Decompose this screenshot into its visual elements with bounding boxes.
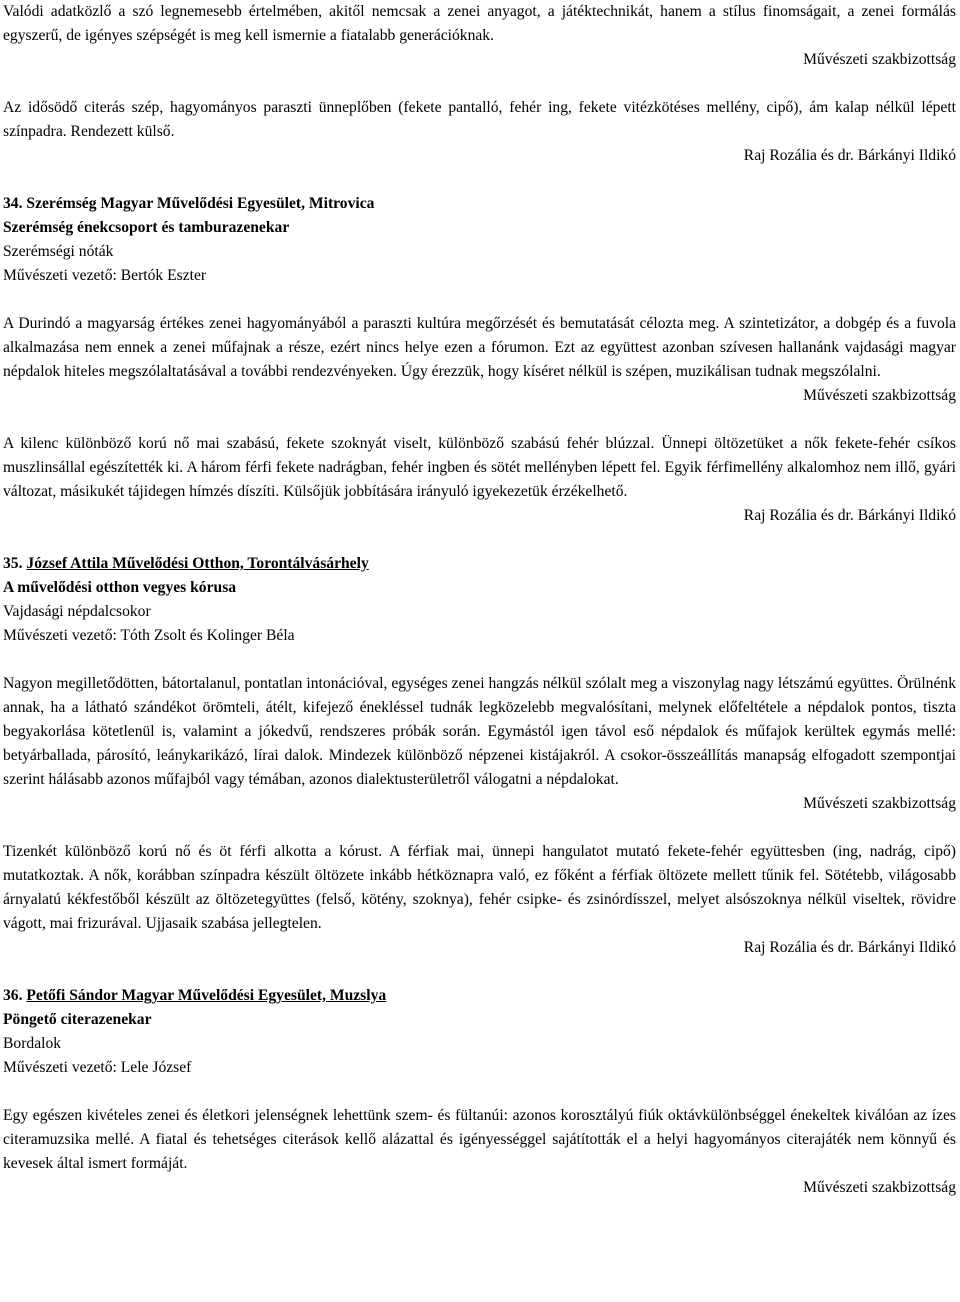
signature-committee: Művészeti szakbizottság <box>803 51 956 68</box>
spacer <box>3 72 956 96</box>
signature-committee: Művészeti szakbizottság <box>803 795 956 812</box>
entry-36-number: 36. <box>3 987 27 1004</box>
spacer <box>3 408 956 432</box>
intro-paragraph-1: Valódi adatközlő a szó legnemesebb értelmében, akitől nemcsak a zenei anyagot, a játéktechnikát, hanem a stílus finomságait, a zenei formálás egyszerű, de igényes szépségét is meg kell ismernie a fiatalabb generációknak. <box>3 3 956 44</box>
signature-reviewers: Raj Rozália és dr. Bárkányi Ildikó <box>743 147 956 164</box>
signature-committee: Művészeti szakbizottság <box>803 1179 956 1196</box>
entry-35-title <box>3 552 956 576</box>
entry-34-ensemble: Szerémség énekcsoport és tamburazenekar <box>3 219 290 236</box>
spacer <box>3 960 956 984</box>
entry-35-ensemble: A művelődési otthon vegyes kórusa <box>3 579 237 596</box>
entry-35-leader: Művészeti vezető: Tóth Zsolt és Kolinger Béla <box>3 627 295 644</box>
entry-34-paragraph-2: A kilenc különböző korú nő mai szabású, fekete szoknyát viselt, különböző szabású fehér blúzzal. Ünnepi öltözetüket a nők fekete-fehér csíkos muszlinsállal egészítették ki. A három férfi fekete nadrágban, fehér ingben és sötét mellényben lépett fel. Egyik férfimellény alkalomhoz nem illő, gyári változat, másikukét tájidegen hímzés díszíti. Külsőjük jobbítására irányuló igyekezetük érzékelhető. <box>3 435 956 500</box>
entry-36-leader: Művészeti vezető: Lele József <box>3 1059 192 1076</box>
spacer <box>3 288 956 312</box>
signature-reviewers: Raj Rozália és dr. Bárkányi Ildikó <box>743 939 956 956</box>
spacer <box>3 816 956 840</box>
entry-36-name: Petőfi Sándor Magyar Művelődési Egyesület, Muzslya <box>26 987 387 1004</box>
entry-36-paragraph-1: Egy egészen kivételes zenei és életkori jelenségnek lehettünk szem- és fültanúi: azonos korosztályú fiúk oktávkülönbséggel énekeltek kiválóan az ízes citeramuzsika mellé. A fiatal és tehetséges citerások kellő alázattal és igényességgel sajátították el a helyi hagyományos citerajáték nem könnyű és kevesek által ismert formáját. <box>3 1107 956 1172</box>
entry-34-program: Szerémségi nóták <box>3 243 114 260</box>
entry-36-program: Bordalok <box>3 1035 62 1052</box>
entry-35-number: 35. <box>3 555 27 572</box>
entry-35-paragraph-2: Tizenkét különböző korú nő és öt férfi alkotta a kórust. A férfiak mai, ünnepi hangulatot mutató fekete-fehér együttesben (ing, nadrág, cipő) mutatkoztak. A nők, korábban színpadra készült öltözete inkább hétköznapra való, ez főként a férfiak öltözete mellett tűnik fel. Sötétebb, világosabb árnyalatú kékfestőből készült az öltözetegyüttes (felső, kötény, szoknya), fehér csipke- és zsinórdísszel, melyet alsószoknya nélkül viseltek, rövidre vágott, mai frizurával. Ujjasaik szabása jellegtelen. <box>3 843 956 932</box>
entry-36-ensemble: Pöngető citerazenekar <box>3 1011 152 1028</box>
entry-34-leader: Művészeti vezető: Bertók Eszter <box>3 267 207 284</box>
entry-35-program: Vajdasági népdalcsokor <box>3 603 151 620</box>
signature-committee: Művészeti szakbizottság <box>803 387 956 404</box>
spacer <box>3 1080 956 1104</box>
entry-34-title: 34. Szerémség Magyar Művelődési Egyesület, Mitrovica <box>3 195 375 212</box>
entry-35-paragraph-1: Nagyon megilletődötten, bátortalanul, pontatlan intonációval, egységes zenei hangzás nélkül szólalt meg a viszonylag nagy létszámú együttes. Örülnénk annak, ha a látható szándékot örömteli, átélt, kifejező énekléssel tudnák legközelebb megvalósítani, melynek előfeltétele a népdalok pontos, tiszta begyakorlása kötetlenül is, valamint a jókedvű, rendszeres próbák során. Egymástól igen távol eső népdalok és műfajok kerültek egymás mellé: betyárballada, párosító, leánykarikázó, lírai dalok. Mindezek különböző népzenei kistájakról. A csokor-összeállítás manapság elfogadott szempontjai szerint hálásabb azonos műfajból vagy témában, azonos dialektusterületről válogatni a népdalokat. <box>3 675 956 788</box>
intro-paragraph-2: Az idősödő citerás szép, hagyományos paraszti ünneplőben (fekete pantalló, fehér ing, fekete vitézkötéses mellény, cipő), ám kalap nélkül lépett színpadra. Rendezett külső. <box>3 99 956 140</box>
signature-reviewers: Raj Rozália és dr. Bárkányi Ildikó <box>743 507 956 524</box>
spacer <box>3 168 956 192</box>
entry-35-name: József Attila Művelődési Otthon, Torontálvásárhely <box>26 555 369 572</box>
spacer <box>3 528 956 552</box>
spacer <box>3 648 956 672</box>
entry-36-title <box>3 984 956 1008</box>
entry-34-paragraph-1: A Durindó a magyarság értékes zenei hagyományából a paraszti kultúra megőrzését és bemutatását célozta meg. A szintetizátor, a dobgép és a fuvola alkalmazása nem ennek a zenei műfajnak a része, ezért nincs helye ezen a fórumon. Ezt az együttest azonban szívesen hallanánk vajdasági magyar népdalok hiteles megszólaltatásával a további rendezvényeken. Úgy érezzük, hogy kíséret nélkül is szépen, muzikálisan tudnak megszólalni. <box>3 315 956 380</box>
